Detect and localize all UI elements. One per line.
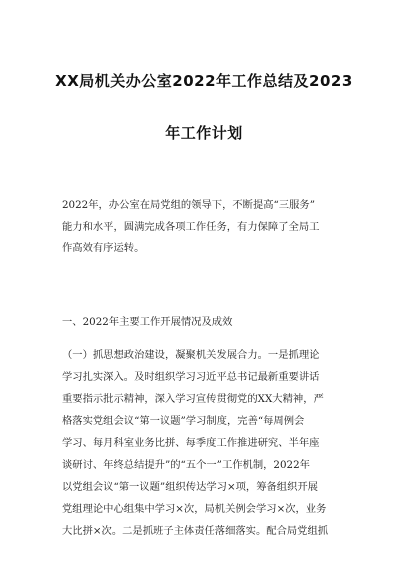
intro-line: 作高效有序运转。 [62,242,145,254]
body-line: 学习、每月科室业务比拼、每季度工作推进研究、半年座 [62,437,320,449]
body-line: 谈研讨、年终总结提升”的“五个一”工作机制，2022年 [62,459,310,471]
document-title-line-2: 年工作计划 [165,124,243,142]
document-title-line-1: XX局机关办公室2022年工作总结及2023 [55,72,353,90]
body-line: 以党组会议“第一议题”组织传达学习×项，筹备组织开展 [62,481,318,493]
intro-line: 能力和水平，圆满完成各项工作任务，有力保障了全局工 [62,220,320,233]
body-paragraph [62,344,352,542]
body-line: （一）抓思想政治建设，凝聚机关发展合力。一是抓理论 [62,349,320,361]
body-line: 重要指示批示精神，深入学习宣传贯彻党的XX大精神，严 [62,393,324,405]
body-line: 格落实党组会议“第一议题”学习制度，完善“每周例会 [62,415,305,427]
body-line: 大比拼×次。二是抓班子主体责任落细落实。配合局党组抓 [62,525,329,537]
body-line: 学习扎实深入。及时组织学习习近平总书记最新重要讲话 [62,371,320,383]
section-heading-text: 一、2022年主要工作开展情况及成效 [62,316,233,328]
intro-paragraph [62,195,352,260]
intro-line: 2022年，办公室在局党组的领导下，不断提高“三服务” [62,199,315,211]
body-line: 党组理论中心组集中学习×次，局机关例会学习×次，业务 [62,503,327,515]
section-heading [62,312,352,334]
